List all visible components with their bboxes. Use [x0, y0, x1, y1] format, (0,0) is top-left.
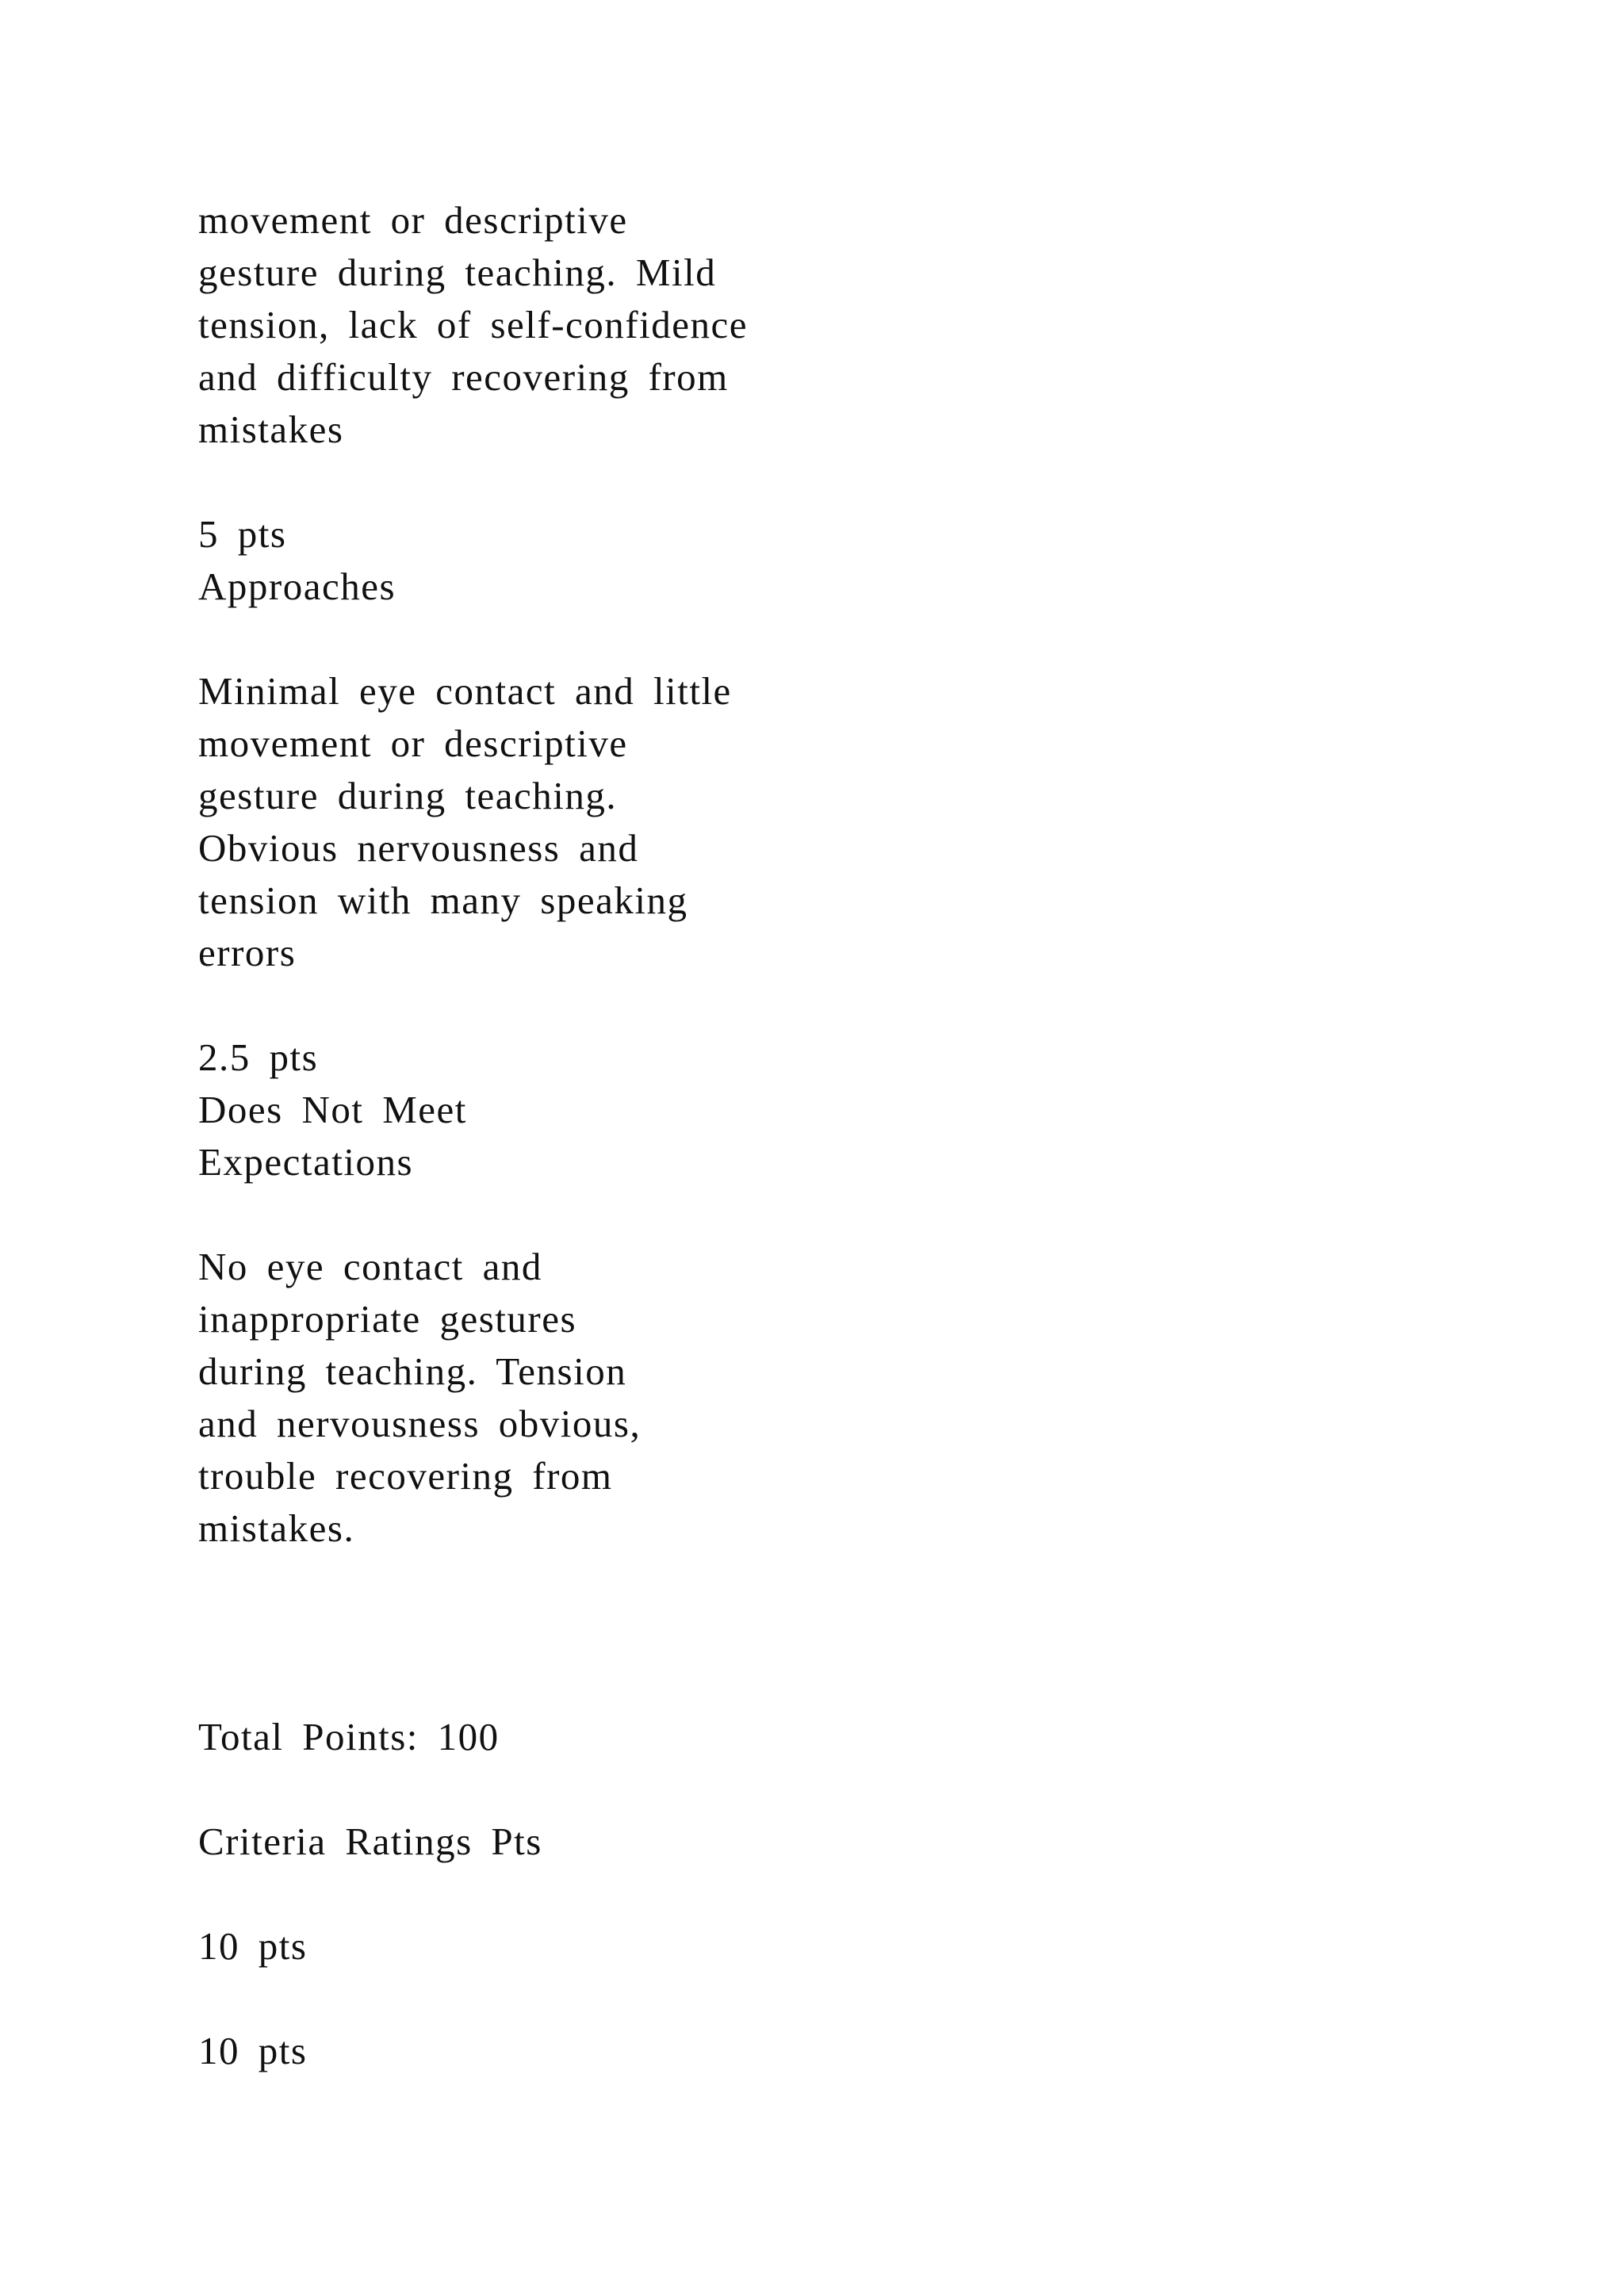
approaches-continued-line-4: and difficulty recovering from: [198, 355, 729, 399]
approaches-label: Approaches: [198, 564, 396, 608]
approaches-continued-line-2: gesture during teaching. Mild: [198, 251, 717, 294]
approaches-description-line-4: Obvious nervousness and: [198, 826, 639, 870]
approaches-description-line-1: Minimal eye contact and little: [198, 669, 732, 713]
does-not-meet-label-line-2: Expectations: [198, 1140, 414, 1184]
approaches-description-line-6: errors: [198, 931, 297, 974]
criteria-points-2: 10 pts: [198, 2029, 308, 2072]
approaches-description-line-3: gesture during teaching.: [198, 774, 618, 817]
approaches-continued-line-1: movement or descriptive: [198, 198, 628, 242]
criteria-table-header: Criteria Ratings Pts: [198, 1820, 542, 1863]
does-not-meet-description-line-1: No eye contact and: [198, 1245, 542, 1288]
approaches-continued-line-5: mistakes: [198, 408, 344, 451]
approaches-points: 5 pts: [198, 512, 287, 556]
does-not-meet-points: 2.5 pts: [198, 1035, 319, 1079]
does-not-meet-description-line-6: mistakes.: [198, 1506, 355, 1550]
approaches-continued-line-3: tension, lack of self-confidence: [198, 303, 748, 346]
does-not-meet-label-line-1: Does Not Meet: [198, 1088, 467, 1131]
total-points: Total Points: 100: [198, 1715, 500, 1758]
approaches-description-line-2: movement or descriptive: [198, 721, 628, 765]
criteria-points-1: 10 pts: [198, 1924, 308, 1968]
approaches-description-line-5: tension with many speaking: [198, 878, 688, 922]
does-not-meet-description-line-3: during teaching. Tension: [198, 1349, 627, 1393]
does-not-meet-description-line-2: inappropriate gestures: [198, 1297, 577, 1341]
does-not-meet-description-line-4: and nervousness obvious,: [198, 1402, 642, 1445]
does-not-meet-description-line-5: trouble recovering from: [198, 1454, 613, 1498]
